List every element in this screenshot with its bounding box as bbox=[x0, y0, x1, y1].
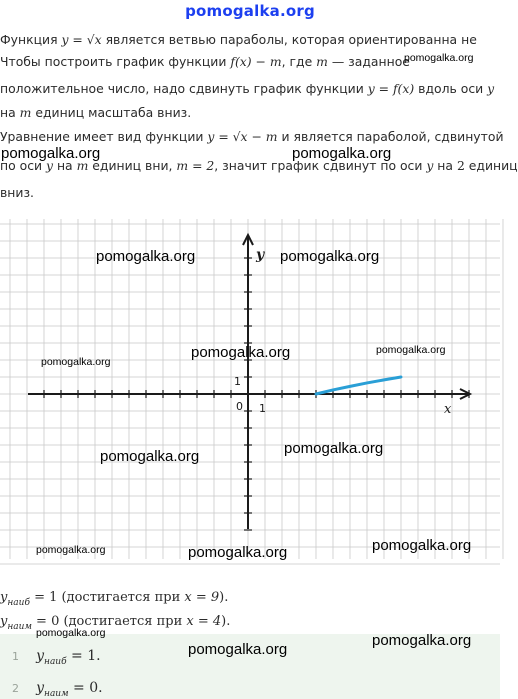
grid bbox=[0, 219, 503, 564]
answer-number: 1 bbox=[12, 650, 19, 663]
axes bbox=[28, 235, 470, 529]
answer-number: 2 bbox=[12, 682, 19, 695]
watermark: pomogalka.org bbox=[188, 641, 288, 658]
y-tick-label: 1 bbox=[234, 375, 241, 388]
y-axis-label: y bbox=[256, 247, 265, 263]
text-line-4: на m единиц масштаба вниз. bbox=[0, 105, 192, 120]
text-line-6: по оси y на m единиц вни, m = 2, значит график сдвинут по оси y на 2 единиц bbox=[0, 158, 518, 173]
watermark: pomogalka.org bbox=[372, 632, 472, 649]
watermark: pomogalka.org bbox=[100, 448, 200, 465]
text-line-7: вниз. bbox=[0, 185, 34, 200]
min-value-line: $y_{наим} = 0$ (достигается при x = 4). bbox=[0, 614, 231, 632]
max-value-line: $y_{наиб} = 1$ (достигается при x = 9). bbox=[0, 590, 229, 608]
watermark: pomogalka.org bbox=[191, 344, 291, 361]
x-tick-label: 1 bbox=[259, 402, 266, 415]
x-axis-label: x bbox=[444, 402, 452, 417]
answer-item-1 bbox=[12, 645, 101, 667]
answer-text: $y_{наим} = 0$. bbox=[36, 680, 103, 699]
text-line-3: положительное число, надо сдвинуть график функции y = f(x) вдоль оси y bbox=[0, 81, 495, 96]
watermark: pomogalka.org bbox=[280, 248, 380, 265]
watermark: pomogalka.org bbox=[36, 544, 106, 556]
watermark: pomogalka.org bbox=[372, 537, 472, 554]
text-line-2: Чтобы построить график функции f(x) − m, где m — заданное bbox=[0, 54, 410, 69]
watermark: pomogalka.org bbox=[1, 145, 101, 162]
text-line-1: Функция y = √x является ветвью параболы, которая ориентированна не bbox=[0, 32, 477, 47]
watermark: pomogalka.org bbox=[376, 344, 446, 356]
site-header[interactable]: pomogalka.org bbox=[185, 2, 315, 20]
watermark: pomogalka.org bbox=[96, 248, 196, 265]
text-line-5: Уравнение имеет вид функции y = √x − m и является параболой, сдвинутой bbox=[0, 129, 504, 144]
origin-label: 0 bbox=[236, 400, 243, 413]
watermark: pomogalka.org bbox=[284, 440, 384, 457]
answer-item-2 bbox=[12, 677, 103, 699]
watermark: pomogalka.org bbox=[36, 627, 106, 639]
watermark: pomogalka.org bbox=[292, 145, 392, 162]
watermark: pomogalka.org bbox=[404, 52, 474, 64]
function-curve bbox=[316, 377, 401, 394]
watermark: pomogalka.org bbox=[41, 356, 111, 368]
watermark: pomogalka.org bbox=[188, 544, 288, 561]
answer-text: $y_{наиб} = 1$. bbox=[36, 648, 101, 667]
function-graph bbox=[0, 219, 500, 559]
